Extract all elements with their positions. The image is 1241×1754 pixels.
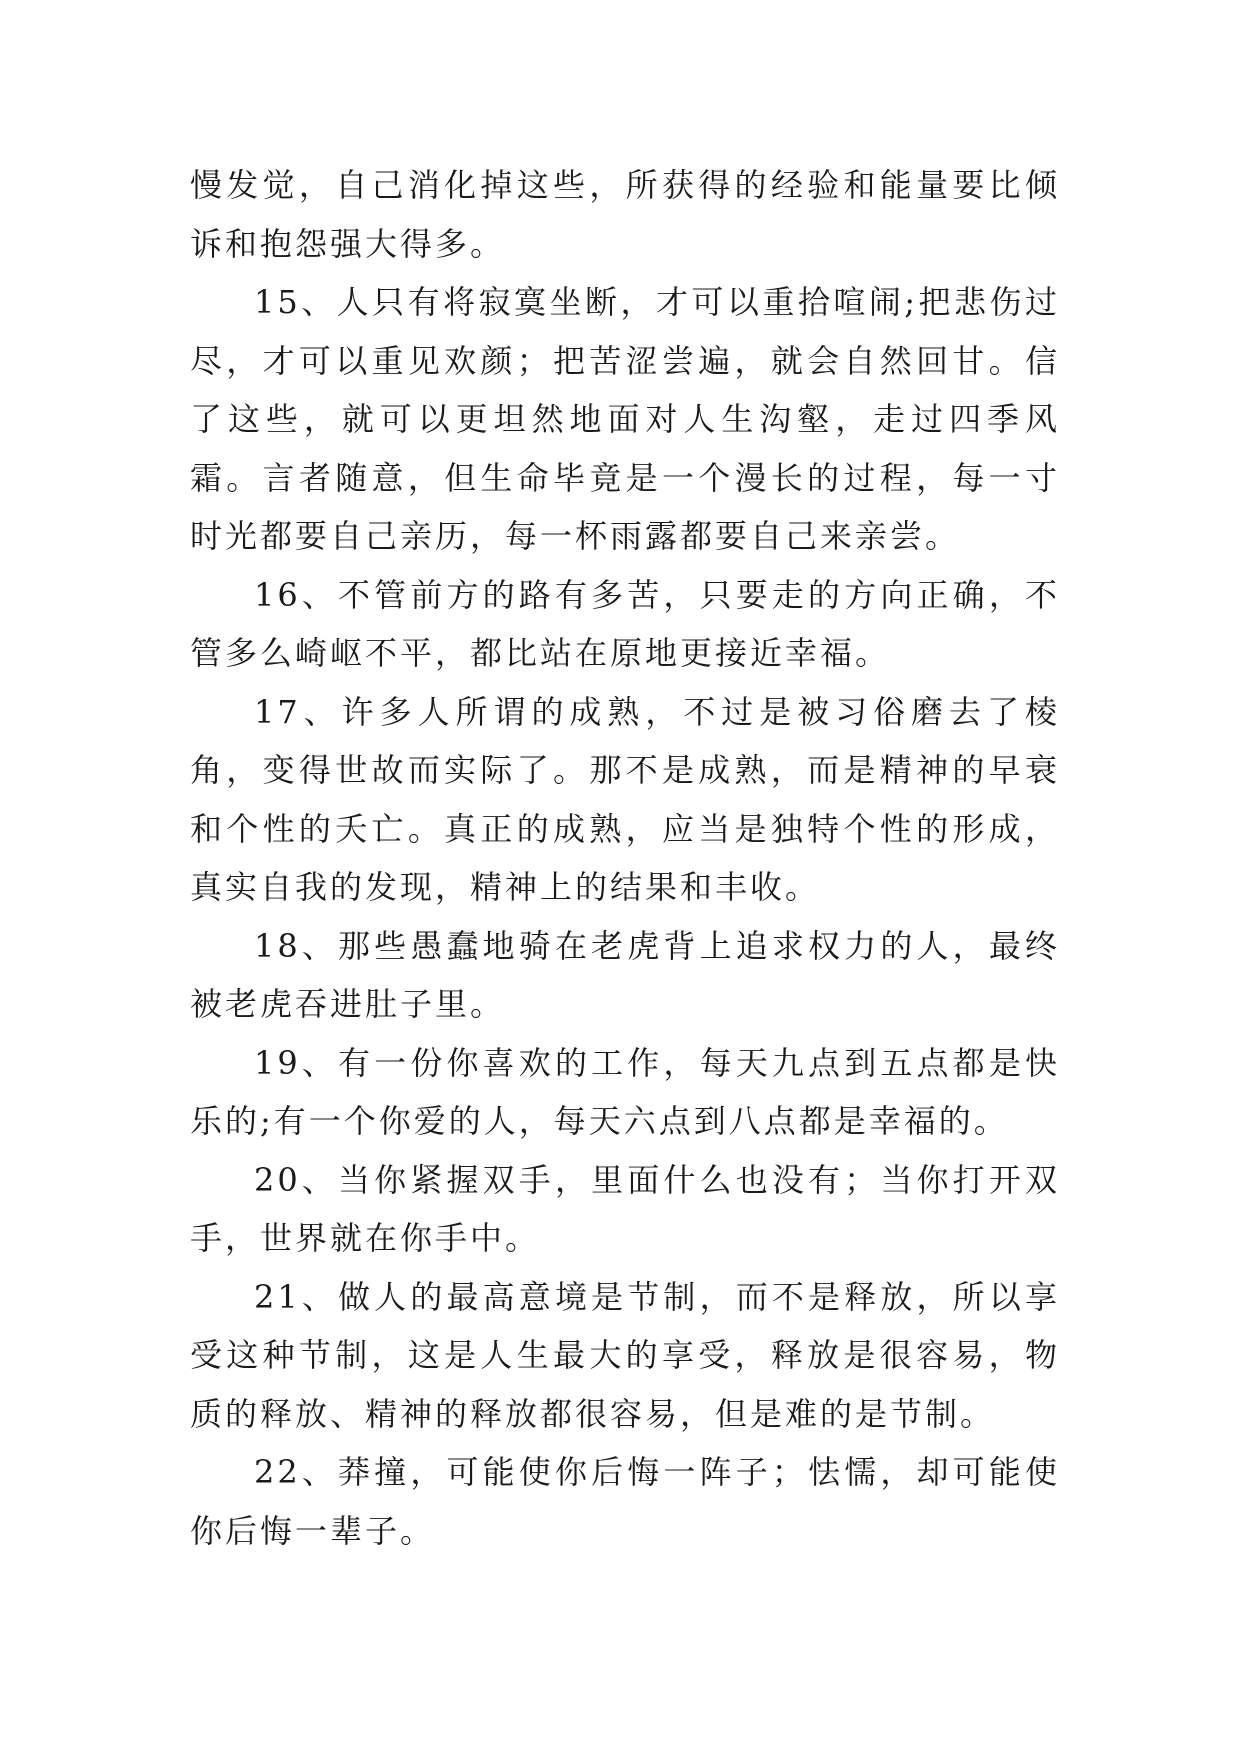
paragraph-21: 21、做人的最高意境是节制，而不是释放，所以享受这种节制，这是人生最大的享受，释放是很容易，物质的释放、精神的释放都很容易，但是难的是节制。 <box>190 1277 1060 1433</box>
paragraph-19: 19、有一份你喜欢的工作，每天九点到五点都是快乐的;有一个你爱的人，每天六点到八点都是幸福的。 <box>190 1043 1060 1140</box>
paragraph-22: 22、莽撞，可能使你后悔一阵子；怯懦，却可能使你后悔一辈子。 <box>190 1453 1060 1550</box>
paragraph-20: 20、当你紧握双手，里面什么也没有；当你打开双手，世界就在你手中。 <box>190 1160 1060 1257</box>
paragraph-continued: 慢发觉，自己消化掉这些，所获得的经验和能量要比倾诉和抱怨强大得多。 <box>190 166 1060 263</box>
paragraph-16: 16、不管前方的路有多苦，只要走的方向正确，不管多么崎岖不平，都比站在原地更接近幸福。 <box>190 575 1060 672</box>
paragraph-18: 18、那些愚蠢地骑在老虎背上追求权力的人，最终被老虎吞进肚子里。 <box>190 926 1060 1023</box>
document-body <box>190 156 1060 1560</box>
paragraph-15: 15、人只有将寂寞坐断，才可以重拾喧闹;把悲伤过尽，才可以重见欢颜；把苦涩尝遍，就会自然回甘。信了这些，就可以更坦然地面对人生沟壑，走过四季风霜。言者随意，但生命毕竟是一个漫长的过程，每一寸时光都要自己亲历，每一杯雨露都要自己来亲尝。 <box>190 283 1060 555</box>
paragraph-17: 17、许多人所谓的成熟，不过是被习俗磨去了棱角，变得世故而实际了。那不是成熟，而是精神的早衰和个性的夭亡。真正的成熟，应当是独特个性的形成，真实自我的发现，精神上的结果和丰收。 <box>190 692 1060 906</box>
